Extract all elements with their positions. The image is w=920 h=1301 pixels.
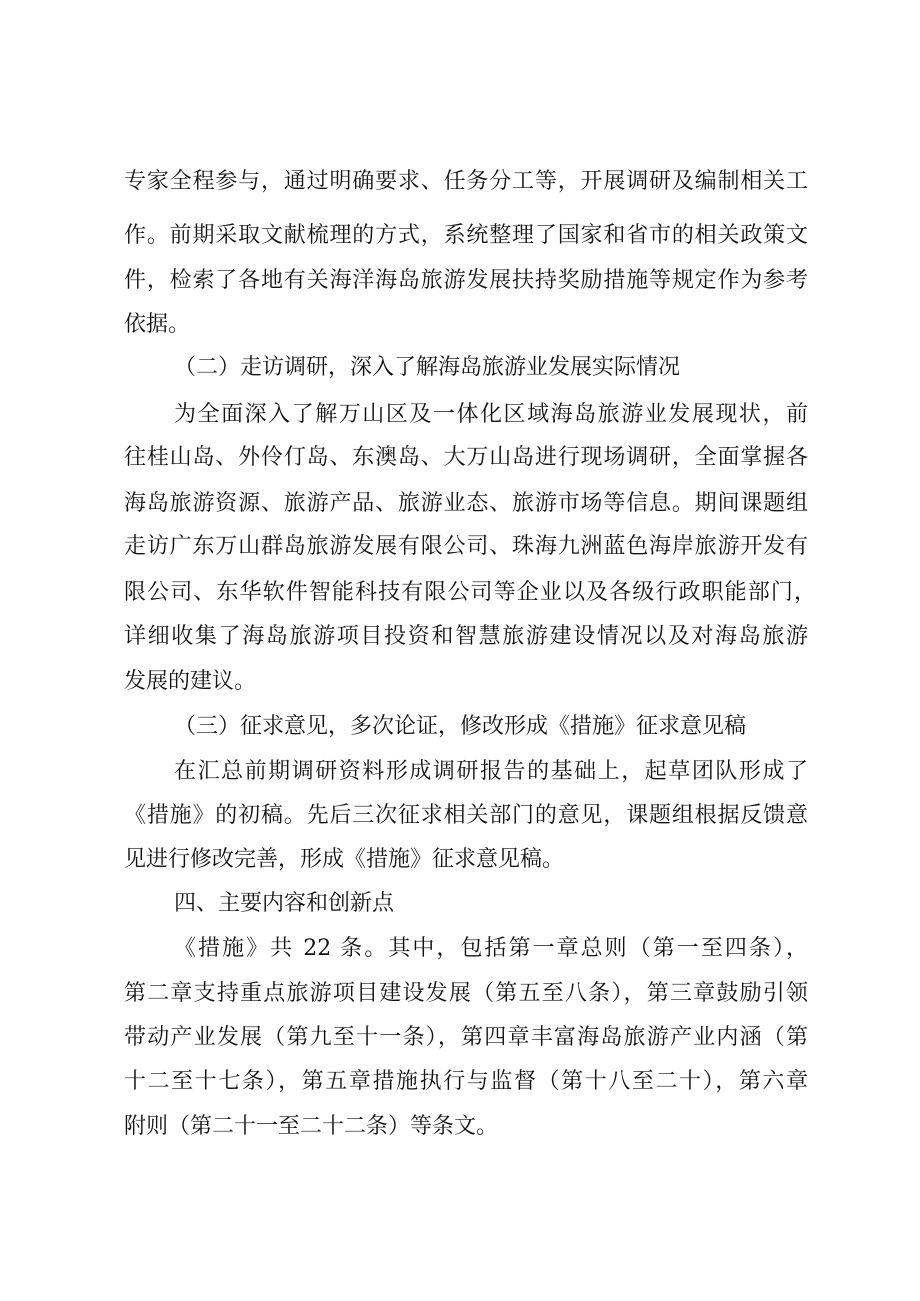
- text-line: 专家全程参与，通过明确要求、任务分工等，开展调研及编制相关工: [124, 169, 808, 194]
- section-heading: （三）征求意见，多次论证，修改形成《措施》征求意见稿: [174, 714, 747, 739]
- text-line: 第二章支持重点旅游项目建设发展（第五至八条），第三章鼓励引领: [124, 981, 808, 1006]
- text-line: 带动产业发展（第九至十一条），第四章丰富海岛旅游产业内涵（第: [124, 1025, 808, 1050]
- text-line: 依据。: [124, 312, 191, 337]
- text-line: 详细收集了海岛旅游项目投资和智慧旅游建设情况以及对海岛旅游: [124, 624, 808, 649]
- text-line: 附则（第二十一至二十二条）等条文。: [124, 1114, 499, 1139]
- text-line: 十二至十七条），第五章措施执行与监督（第十八至二十），第六章: [124, 1069, 808, 1094]
- text-line: 见进行修改完善，形成《措施》征求意见稿。: [124, 847, 565, 872]
- text-line: 作。前期采取文献梳理的方式，系统整理了国家和省市的相关政策文: [124, 223, 808, 248]
- text-line: 在汇总前期调研资料形成调研报告的基础上，起草团队形成了: [174, 759, 808, 784]
- text-line: 往桂山岛、外伶仃岛、东澳岛、大万山岛进行现场调研，全面掌握各: [124, 445, 808, 470]
- text-line: 发展的建议。: [124, 669, 257, 694]
- section-heading: 四、主要内容和创新点: [174, 891, 395, 916]
- section-heading: （二）走访调研，深入了解海岛旅游业发展实际情况: [174, 355, 681, 380]
- text-line: 件，检索了各地有关海洋海岛旅游发展扶持奖励措施等规定作为参考: [124, 268, 808, 293]
- text-line: 限公司、东华软件智能科技有限公司等企业以及各级行政职能部门，: [124, 580, 816, 605]
- text-line: 海岛旅游资源、旅游产品、旅游业态、旅游市场等信息。期间课题组: [124, 491, 808, 516]
- text-line: 《措施》共 22 条。其中，包括第一章总则（第一至四条），: [174, 936, 808, 961]
- text-line: 为全面深入了解万山区及一体化区域海岛旅游业发展现状，前: [174, 402, 808, 427]
- text-line: 走访广东万山群岛旅游发展有限公司、珠海九洲蓝色海岸旅游开发有: [124, 534, 808, 559]
- text-line: 《措施》的初稿。先后三次征求相关部门的意见，课题组根据反馈意: [124, 803, 808, 828]
